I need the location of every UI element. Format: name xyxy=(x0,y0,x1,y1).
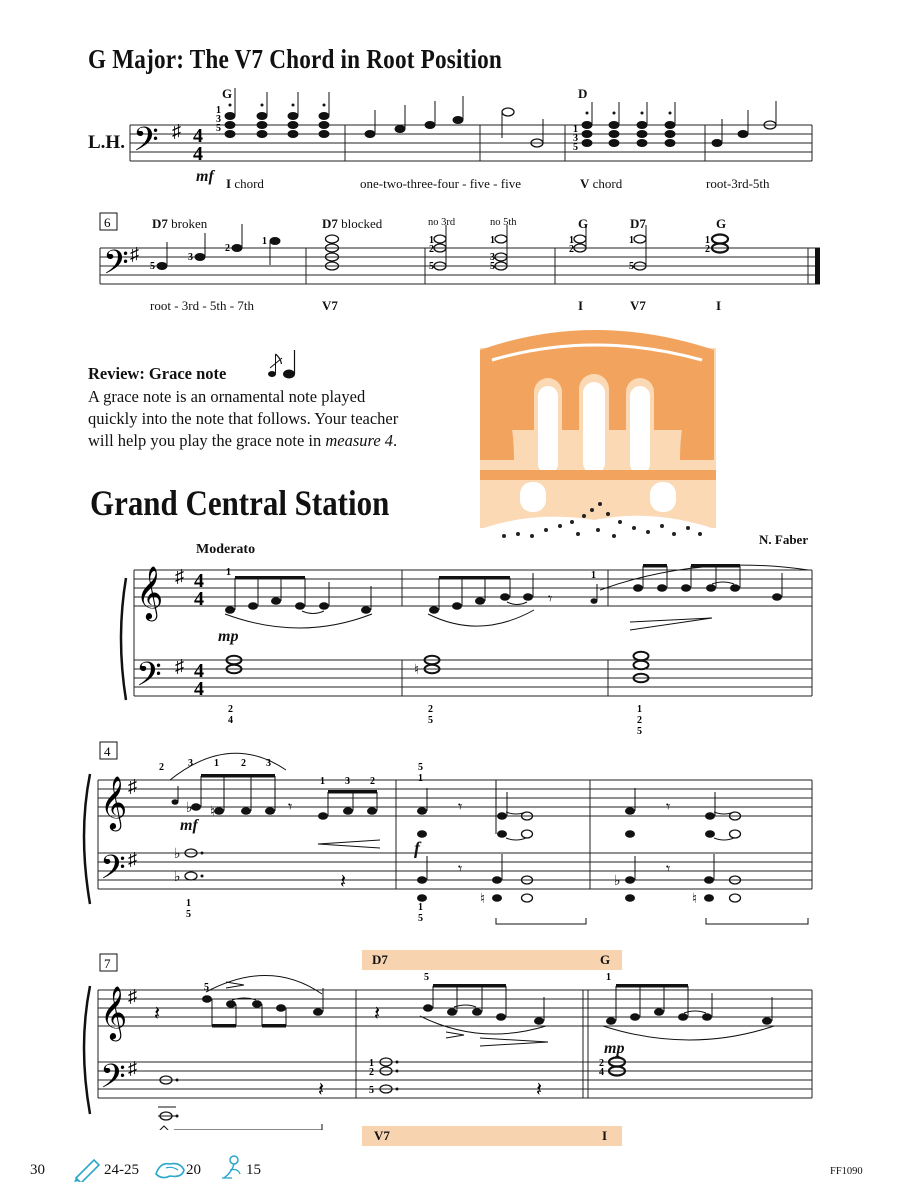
svg-text:𝄽: 𝄽 xyxy=(340,871,347,893)
chord-d7: D7 xyxy=(630,216,646,231)
chord-label-g: G xyxy=(222,86,233,101)
svg-text:2: 2 xyxy=(637,715,642,726)
svg-text:♯: ♯ xyxy=(130,244,139,264)
svg-text:3: 3 xyxy=(266,758,271,769)
svg-text:♭: ♭ xyxy=(174,870,181,885)
grand-central-illustration xyxy=(474,330,718,550)
caption-i-1: I xyxy=(578,298,584,313)
svg-text:1: 1 xyxy=(418,902,423,913)
caption-arpeggio: root - 3rd - 5th - 7th xyxy=(150,298,254,313)
dynamic-f: f xyxy=(414,838,420,858)
svg-text:5: 5 xyxy=(629,261,634,272)
svg-text:2: 2 xyxy=(569,244,574,255)
svg-text:𝄢: 𝄢 xyxy=(100,1058,126,1103)
svg-text:3: 3 xyxy=(573,133,578,144)
svg-text:2: 2 xyxy=(369,1067,374,1078)
svg-text:1: 1 xyxy=(569,235,574,246)
tempo-marking: Moderato xyxy=(196,542,256,557)
svg-text:4: 4 xyxy=(194,588,204,610)
svg-text:𝄽: 𝄽 xyxy=(536,1079,543,1101)
svg-text:1: 1 xyxy=(606,972,611,983)
no-3rd-label: no 3rd xyxy=(428,217,456,228)
svg-text:4: 4 xyxy=(104,744,111,759)
flower-icon xyxy=(218,1152,246,1182)
svg-text:3: 3 xyxy=(216,114,221,125)
review-heading: Review: Grace note xyxy=(88,364,227,383)
svg-text:𝄢: 𝄢 xyxy=(100,849,126,894)
svg-text:1: 1 xyxy=(369,1058,374,1069)
svg-text:4: 4 xyxy=(193,125,203,147)
svg-text:3: 3 xyxy=(188,758,193,769)
svg-text:1: 1 xyxy=(637,704,642,715)
svg-text:𝄾: 𝄾 xyxy=(458,861,463,878)
bass-clef-icon: 𝄢 xyxy=(136,656,162,701)
svg-text:♯: ♯ xyxy=(128,849,137,869)
caption-v-chord: V chord xyxy=(580,176,623,191)
svg-text:2: 2 xyxy=(428,704,433,715)
svg-text:1: 1 xyxy=(418,773,423,784)
svg-text:2: 2 xyxy=(429,244,434,255)
composer: N. Faber xyxy=(759,532,809,547)
svg-text:3: 3 xyxy=(188,252,193,263)
svg-text:1: 1 xyxy=(629,235,634,246)
svg-text:2: 2 xyxy=(228,704,233,715)
svg-text:♯: ♯ xyxy=(175,566,184,586)
svg-text:4: 4 xyxy=(194,570,204,592)
caption-root: root-3rd-5th xyxy=(706,176,770,191)
svg-text:5: 5 xyxy=(424,972,429,983)
system-3 xyxy=(0,950,900,1130)
svg-text:𝄽: 𝄽 xyxy=(318,1079,325,1101)
svg-text:♯: ♯ xyxy=(128,986,137,1006)
svg-text:7: 7 xyxy=(104,956,111,971)
svg-text:♭: ♭ xyxy=(614,874,621,889)
svg-text:1: 1 xyxy=(186,898,191,909)
svg-text:♯: ♯ xyxy=(128,776,137,796)
chord-label-d: D xyxy=(578,86,588,101)
d7-broken-label: D7 broken xyxy=(152,216,208,231)
svg-text:1: 1 xyxy=(705,235,710,246)
caption-count: one-two-three-four - five - five xyxy=(360,176,521,191)
svg-text:𝄾: 𝄾 xyxy=(288,799,293,816)
d7-blocked-label: D7 blocked xyxy=(322,216,383,231)
hand-icon xyxy=(154,1158,186,1180)
svg-text:2: 2 xyxy=(599,1058,604,1069)
svg-text:1: 1 xyxy=(214,758,219,769)
svg-text:2: 2 xyxy=(159,762,164,773)
svg-text:1: 1 xyxy=(490,235,495,246)
no-5th-label: no 5th xyxy=(490,217,517,228)
ref-performance: 15 xyxy=(246,1162,261,1178)
svg-text:♯: ♯ xyxy=(128,1058,137,1078)
caption-i-2: I xyxy=(716,298,722,313)
svg-text:2: 2 xyxy=(705,244,710,255)
svg-text:4: 4 xyxy=(599,1067,604,1078)
ref-technique: 20 xyxy=(186,1162,201,1178)
svg-text:3: 3 xyxy=(490,252,495,263)
svg-text:1: 1 xyxy=(226,567,231,578)
svg-text:♮: ♮ xyxy=(210,805,216,820)
svg-text:4: 4 xyxy=(194,678,204,700)
dynamic-mf-piece: mf xyxy=(180,817,198,834)
svg-text:5: 5 xyxy=(216,123,221,134)
section-title: G Major: The V7 Chord in Root Position xyxy=(88,44,502,74)
svg-text:𝄽: 𝄽 xyxy=(374,1003,381,1025)
svg-text:1: 1 xyxy=(573,124,578,135)
svg-text:1: 1 xyxy=(320,776,325,787)
svg-text:♮: ♮ xyxy=(414,663,420,678)
svg-text:𝄾: 𝄾 xyxy=(548,591,553,608)
svg-text:𝄢: 𝄢 xyxy=(103,244,129,289)
svg-text:5: 5 xyxy=(428,715,433,726)
svg-text:𝄞: 𝄞 xyxy=(100,777,128,828)
treble-clef-icon: 𝄞 xyxy=(136,567,164,618)
svg-text:♮: ♮ xyxy=(480,892,486,907)
svg-text:5: 5 xyxy=(418,762,423,773)
caption-v7-b: V7 xyxy=(630,298,646,313)
svg-text:2: 2 xyxy=(225,243,230,254)
system-2 xyxy=(0,740,900,940)
svg-text:5: 5 xyxy=(490,261,495,272)
review-text: A grace note is an ornamental note played quickly into the note that follows. Your teacher will help you play the grace note in measure 4. xyxy=(88,387,399,450)
caption-v7: V7 xyxy=(322,298,338,313)
svg-text:4: 4 xyxy=(228,715,233,726)
svg-text:5: 5 xyxy=(637,726,642,737)
svg-text:4: 4 xyxy=(194,660,204,682)
svg-text:𝄞: 𝄞 xyxy=(100,987,128,1038)
svg-text:5: 5 xyxy=(150,261,155,272)
chord-g-2: G xyxy=(716,216,727,231)
svg-text:6: 6 xyxy=(104,215,111,230)
svg-text:1: 1 xyxy=(262,236,267,247)
piece-title: Grand Central Station xyxy=(90,483,390,523)
page-number: 30 xyxy=(30,1162,45,1178)
system-1 xyxy=(0,560,900,740)
dynamic-mp-2: mp xyxy=(604,1040,625,1057)
pencil-icon xyxy=(72,1156,104,1182)
svg-text:1: 1 xyxy=(429,235,434,246)
svg-text:1: 1 xyxy=(216,105,221,116)
svg-text:5: 5 xyxy=(369,1085,374,1096)
svg-text:3: 3 xyxy=(345,776,350,787)
svg-text:1: 1 xyxy=(591,570,596,581)
svg-text:♯: ♯ xyxy=(175,656,184,676)
svg-text:2: 2 xyxy=(241,758,246,769)
chord-bar-bottom: V7 I xyxy=(362,1126,622,1146)
svg-text:𝄾: 𝄾 xyxy=(458,799,463,816)
svg-text:5: 5 xyxy=(186,909,191,920)
svg-text:5: 5 xyxy=(573,142,578,153)
svg-text:♭: ♭ xyxy=(174,847,181,862)
grace-note-icon xyxy=(262,348,302,382)
svg-text:4: 4 xyxy=(193,143,203,165)
dynamic-mf: mf xyxy=(196,168,214,185)
svg-text:♯: ♯ xyxy=(172,121,181,141)
svg-text:5: 5 xyxy=(429,261,434,272)
svg-text:𝄽: 𝄽 xyxy=(154,1003,161,1025)
svg-text:♭: ♭ xyxy=(186,801,193,816)
svg-text:2: 2 xyxy=(370,776,375,787)
bass-clef-icon: 𝄢 xyxy=(133,121,159,166)
svg-text:𝄾: 𝄾 xyxy=(666,861,671,878)
dynamic-mp: mp xyxy=(218,628,239,645)
chord-bar-top: D7 G xyxy=(362,950,622,970)
caption-i-chord: I chord xyxy=(226,176,264,191)
chord-g-1: G xyxy=(578,216,589,231)
svg-text:♮: ♮ xyxy=(692,892,698,907)
svg-text:𝄾: 𝄾 xyxy=(666,799,671,816)
book-code: FF1090 xyxy=(830,1166,863,1177)
svg-text:5: 5 xyxy=(204,982,209,993)
ref-theory: 24-25 xyxy=(104,1162,139,1178)
hand-label: L.H. xyxy=(88,132,125,153)
svg-text:5: 5 xyxy=(418,913,423,924)
